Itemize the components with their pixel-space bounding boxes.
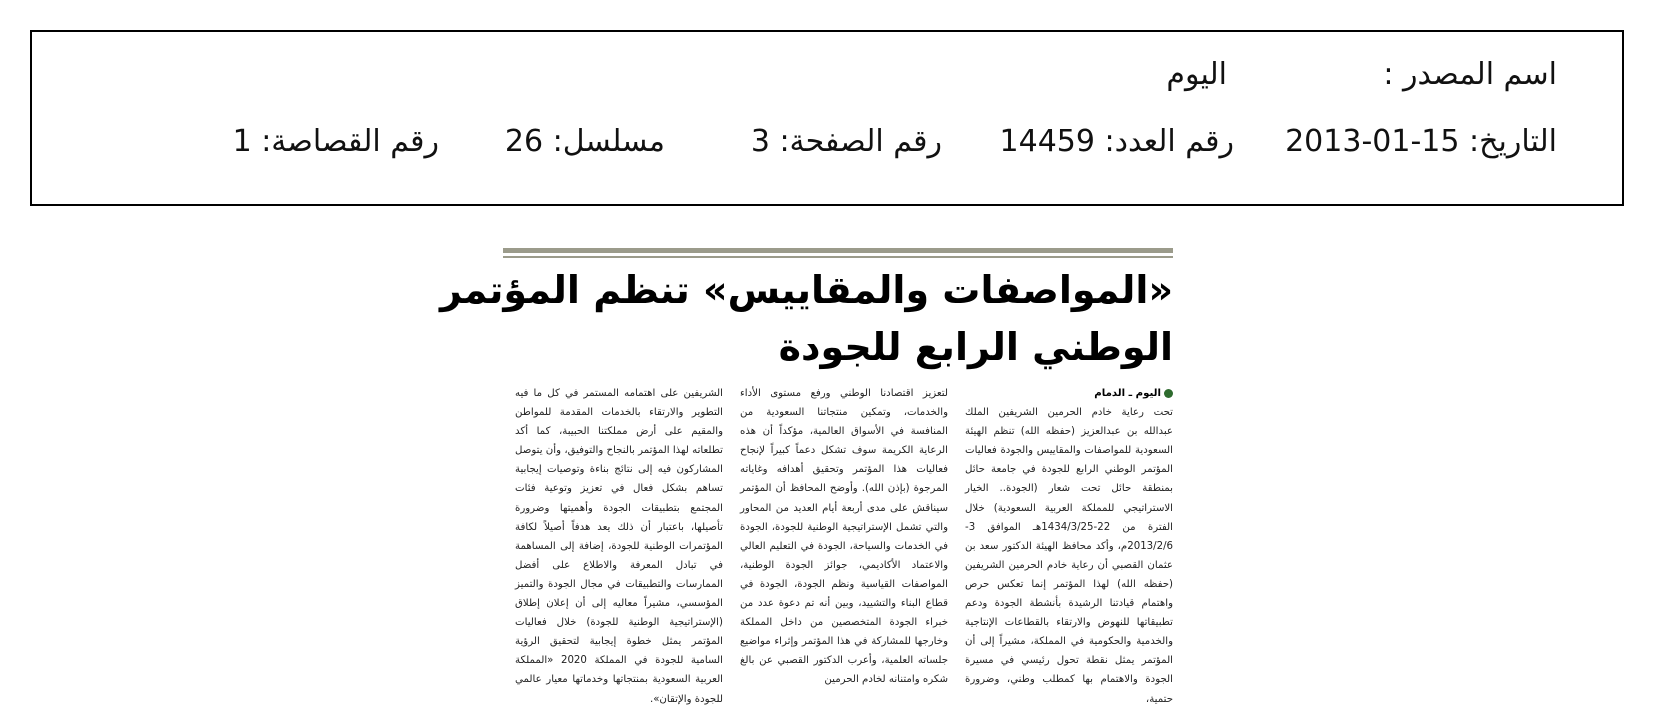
metadata-box [30, 30, 1624, 206]
bullet-icon [1164, 389, 1173, 398]
column-text-middle: لتعزيز اقتصادنا الوطني ورفع مستوى الأداء والخدمات، وتمكين منتجاتنا السعودية من المنافسة في الأسواق العالمية، مؤكداً أن هذه الرعاية الكريمة سوف تشكل دعماً كبيراً لإنجاح فعاليات هذا المؤتمر وتحقيق أهدافه وغاياته المرجوة (بإذن الله). وأوضح المحافظ أن المؤتمر سيناقش على مدى أربعة أيام العديد من المحاور والتي تشمل الإستراتيجية الوطنية للجودة، الجودة في الخدمات والسياحة، الجودة في التعليم العالي والاعتماد الأكاديمي، جوائز الجودة الوطنية، المواصفات القياسية ونظم الجودة، الجودة في قطاع البناء والتشييد، وبين أنه تم دعوة عدد من خبراء الجودة المتخصصين من داخل المملكة وخارجها للمشاركة في هذا المؤتمر وإثراء مواضيع جلساته العلمية، وأعرب الدكتور القصبي عن بالغ شكره وامتنانه لخادم الحرمين [740, 388, 948, 686]
page-number-field: رقم الصفحة: 3 [750, 124, 942, 159]
clipping-number-field: رقم القصاصة: 1 [232, 124, 439, 159]
date-field: التاريخ: 15-01-2013 [1285, 124, 1557, 159]
column-text-right: تحت رعاية خادم الحرمين الشريفين الملك عبدالله بن عبدالعزيز (حفظه الله) تنظم الهيئة السعودية للمواصفات والمقاييس والجودة فعاليات المؤتمر الوطني الرابع للجودة في جامعة حائل بمنطقة حائل تحت شعار (الجودة.. الخيار الاستراتيجي للمملكة العربية السعودية) خلال الفترة من 22-1434/3/25هـ الموافق 3-2013/2/6م، وأكد محافظ الهيئة الدكتور سعد بن عثمان القصبي أن رعاية خادم الحرمين الشريفين (حفظه الله) لهذا المؤتمر إنما تعكس حرص واهتمام قيادتنا الرشيدة بأنشطة الجودة ودعم تطبيقاتها للنهوض والارتقاء بالقطاعات الإنتاجية والخدمية والحكومية في المملكة، مشيراً إلى أن المؤتمر يمثل نقطة تحول رئيسي في مسيرة الجودة والاهتمام بها كمطلب وطني، وضرورة حتمية، [965, 407, 1173, 705]
article-column-right [965, 384, 1173, 709]
source-value: اليوم [1166, 57, 1227, 92]
headline-line-2: الوطني الرابع للجودة [778, 325, 1173, 369]
newspaper-clipping [439, 248, 1173, 727]
source-label: اسم المصدر : [1383, 57, 1557, 92]
article-column-middle [740, 384, 948, 690]
serial-field: مسلسل: 26 [504, 124, 665, 159]
top-rule [503, 248, 1173, 253]
top-rule-thin [503, 256, 1173, 258]
byline: اليوم ـ الدمام [965, 384, 1173, 403]
column-text-left: الشريفين على اهتمامه المستمر في كل ما فيه التطوير والارتقاء بالخدمات المقدمة للمواطن والمقيم على أرض مملكتنا الحبيبة، كما أكد تطلعاته لهذا المؤتمر بالنجاح والتوفيق، وأن يتوصل المشاركون فيه إلى نتائج بناءة وتوصيات إيجابية تساهم بشكل فعال في تعزيز وتوعية فئات المجتمع بتطبيقات الجودة وأهميتها وضرورة تأصيلها، باعتبار أن ذلك يعد هدفاً أصيلاً لكافة المؤتمرات الوطنية للجودة، إضافة إلى المساهمة في تبادل المعرفة والاطلاع على أفضل الممارسات والتطبيقات في مجال الجودة والتميز المؤسسي، مشيراً معاليه إلى أن إعلان إطلاق (الإستراتيجية الوطنية للجودة) خلال فعاليات المؤتمر يمثل خطوة إيجابية لتحقيق الرؤية السامية للجودة في المملكة 2020 «المملكة العربية السعودية بمنتجاتها وخدماتها معيار عالمي للجودة والإتقان». [515, 388, 723, 705]
article-column-left [515, 384, 723, 709]
headline-line-1: «المواصفات والمقاييس» تنظم المؤتمر [439, 268, 1173, 312]
issue-number-field: رقم العدد: 14459 [999, 124, 1234, 159]
